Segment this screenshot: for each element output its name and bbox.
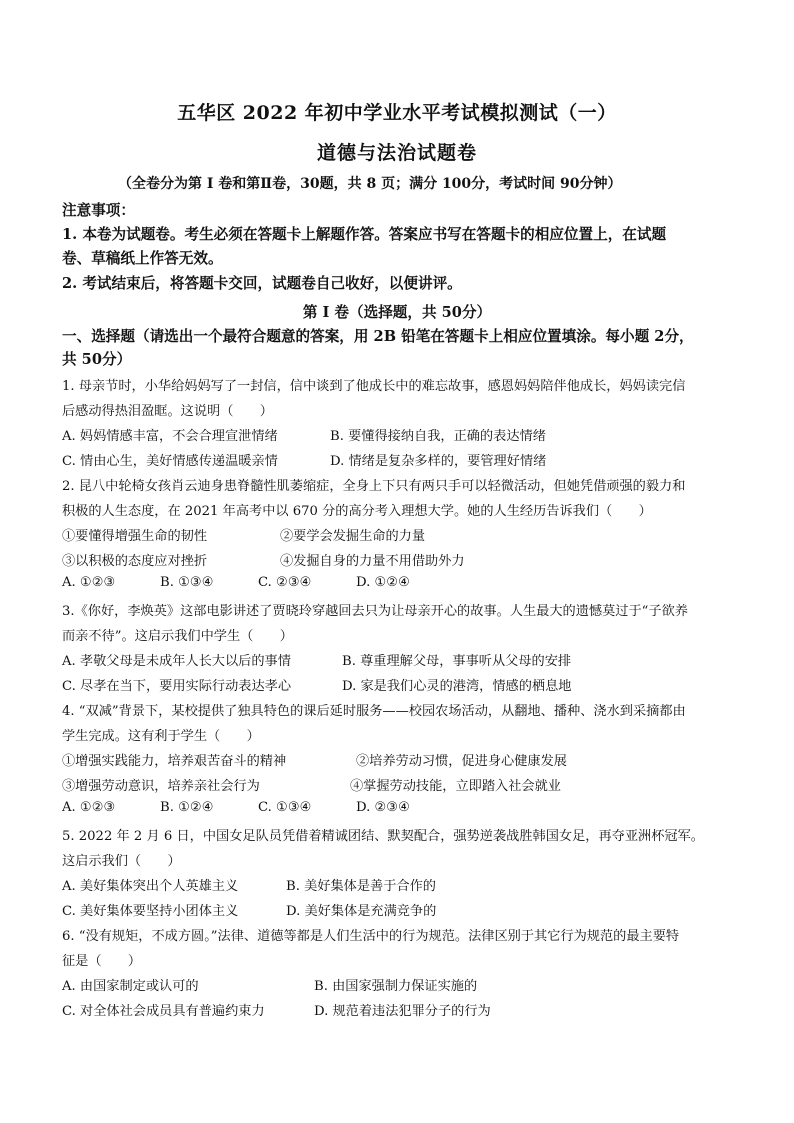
note-2: 2. 考试结束后，将答题卡交回，试题卷自己收好，以便讲评。 [62,275,462,292]
question-3-option-a: A. 孝敬父母是未成年人长大以后的事情 [62,654,291,669]
question-5-stem-line-2: 这启示我们（ ） [62,854,181,869]
question-4-statement-2: ②培养劳动习惯，促进身心健康发展 [356,754,567,769]
note-1-line-2: 卷、草稿纸上作答无效。 [62,250,223,267]
note-1-line-1: 1. 本卷为试题卷。考生必须在答题卡上解题作答。答案应书写在答题卡的相应位置上，在试题 [62,226,667,243]
question-2-choice-d: D. ①②④ [356,575,410,590]
question-4-statement-4: ④掌握劳动技能，立即踏入社会就业 [350,779,561,794]
question-1-option-a: A. 妈妈情感丰富，不会合理宣泄情绪 [62,429,278,444]
question-5-option-c: C. 美好集体要坚持小团体主义 [62,904,239,919]
question-2-statement-3: ③以积极的态度应对挫折 [62,554,208,569]
question-4-stem-line-1: 4. “双减”背景下，某校提供了独具特色的课后延时服务——校园农场活动，从翻地、播种、浇水到采摘都由 [62,704,686,719]
question-2-choice-c: C. ②③④ [258,575,312,590]
question-4-stem-line-2: 学生完成。这有利于学生（ ） [62,729,260,744]
question-2-statement-4: ④发掘自身的力量不用借助外力 [280,554,465,569]
question-1-stem-line-1: 1. 母亲节时，小华给妈妈写了一封信，信中谈到了他成长中的难忘故事，感恩妈妈陪伴他成长，妈妈读完信 [62,379,686,394]
question-2-statement-1: ①要懂得增强生命的韧性 [62,529,208,544]
question-3-option-c: C. 尽孝在当下，要用实际行动表达孝心 [62,679,292,694]
question-1-option-d: D. 情绪是复杂多样的，要管理好情绪 [330,454,547,469]
part-1-heading: 第 I 卷（选择题，共 50分） [302,304,492,321]
question-6-option-c: C. 对全体社会成员具有普遍约束力 [62,1004,265,1019]
question-2-choice-b: B. ①③④ [160,575,214,590]
question-4-choice-a: A. ①②③ [62,800,116,815]
question-6-option-a: A. 由国家制定或认可的 [62,979,199,994]
question-4-choice-b: B. ①②④ [160,800,214,815]
exam-scope: （全卷分为第 I 卷和第Ⅱ卷，30题，共 8 页；满分 100分，考试时间 90分钟） [118,176,622,192]
question-2-statement-2: ②要学会发掘生命的力量 [280,529,426,544]
section-instruction-line-1: 一、选择题（请选出一个最符合题意的答案，用 2B 铅笔在答题卡上相应位置填涂。每小题 2分， [62,328,694,345]
question-4-choice-c: C. ①③④ [258,800,312,815]
exam-subtitle: 道德与法治试题卷 [316,142,477,164]
question-3-stem-line-2: 而亲不待”。这启示我们中学生（ ） [62,629,293,644]
question-4-choice-d: D. ②③④ [356,800,410,815]
question-3-stem-line-1: 3.《你好，李焕英》这部电影讲述了贾晓玲穿越回去只为让母亲开心的故事。人生最大的遗憾莫过于“子欲养 [62,604,688,619]
question-6-option-b: B. 由国家强制力保证实施的 [314,979,478,994]
question-5-option-d: D. 美好集体是充满竞争的 [286,904,437,919]
question-3-option-d: D. 家是我们心灵的港湾，情感的栖息地 [342,679,572,694]
question-5-option-b: B. 美好集体是善于合作的 [286,879,436,894]
question-2-stem-line-1: 2. 昆八中轮椅女孩肖云迪身患脊髓性肌萎缩症，全身上下只有两只手可以轻微活动，但她凭借顽强的毅力和 [62,479,686,494]
question-5-stem-line-1: 5. 2022 年 2 月 6 日，中国女足队员凭借着精诚团结、默契配合，强势逆袭战胜韩国女足，再夺亚洲杯冠军。 [62,829,704,844]
exam-title: 五华区 2022 年初中学业水平考试模拟测试（一） [177,102,617,124]
question-5-option-a: A. 美好集体突出个人英雄主义 [62,879,239,894]
question-6-stem-line-2: 征是（ ） [62,954,142,969]
question-6-stem-line-1: 6. “没有规矩，不成方圆。”法律、道德等都是人们生活中的行为规范。法律区别于其它行为规范的最主要特 [62,929,680,944]
question-3-option-b: B. 尊重理解父母，事事听从父母的安排 [342,654,572,669]
question-1-option-b: B. 要懂得接纳自我，正确的表达情绪 [330,429,546,444]
question-4-statement-1: ①增强实践能力，培养艰苦奋斗的精神 [62,754,287,769]
notes-heading: 注意事项： [62,202,135,219]
question-6-option-d: D. 规范着违法犯罪分子的行为 [314,1004,491,1019]
section-instruction-line-2: 共 50分） [62,351,132,368]
question-2-choice-a: A. ①②③ [62,575,116,590]
question-1-stem-line-2: 后感动得热泪盈眶。这说明（ ） [62,404,273,419]
question-1-option-c: C. 情由心生，美好情感传递温暖亲情 [62,454,278,469]
question-2-stem-line-2: 积极的人生态度，在 2021 年高考中以 670 分的高分考入理想大学。她的人生经历告诉我们（ ） [62,504,652,519]
question-4-statement-3: ③增强劳动意识，培养亲社会行为 [62,779,260,794]
